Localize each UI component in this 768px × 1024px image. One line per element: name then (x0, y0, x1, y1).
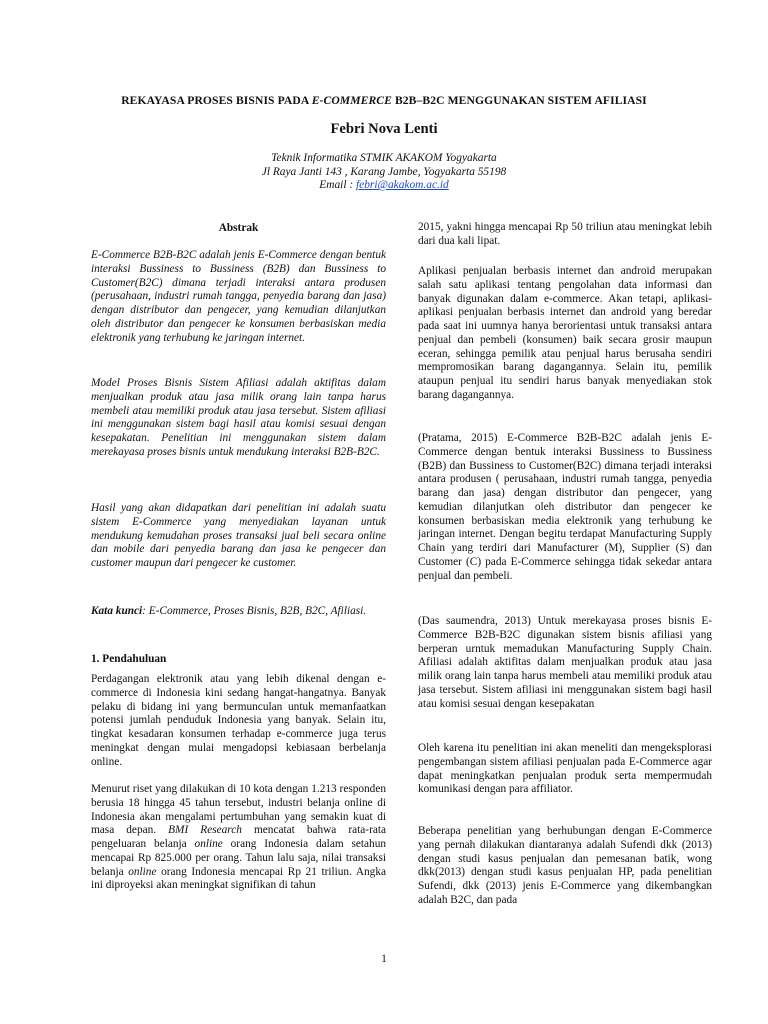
section-heading: 1. Pendahuluan (91, 653, 167, 665)
intro-paragraph-2: Menurut riset yang dilakukan di 10 kota dengan 1.213 responden berusia 18 hingga 45 tahun tersebut, industri belanja online di Indonesia akan mengalami pertumbuhan yang semakin kuat di masa depan. BMI Research mencatat bahwa rata-rata pengeluaran belanja online orang Indonesia dalam setahun mencapai Rp 825.000 per orang. Tahun lalu saja, nilai transaksi belanja online orang Indonesia mencapai Rp 21 triliun. Angka ini diproyeksi akan meningkat signifikan di tahun (91, 783, 386, 892)
abstract-paragraph-1: E-Commerce B2B-B2C adalah jenis E-Commerce dengan bentuk interaksi Bussiness to Bussiness (B2B) dan Bussiness to Customer(B2C) dimana terjadi interaksi antara produsen (perusahaan, industri rumah tangga, penyedia barang dan jasa) dengan distributor dan pengecer, yang kemudian dilanjutkan oleh distributor dan pengecer ke konsumen berbasiskan media elektronik yang terhubung ke jaringan internet. (91, 249, 386, 344)
paper-title: REKAYASA PROSES BISNIS PADA E-COMMERCE B2B–B2C MENGGUNAKAN SISTEM AFILIASI (121, 94, 647, 107)
abstract-paragraph-3: Hasil yang akan didapatkan dari penelitian ini adalah suatu sistem E-Commerce yang menyediakan layanan untuk mendukung kemudahan proses transaksi jual beli secara online dan mobile dari penyedia barang dan jasa ke pengecer dan customer maupun dari pengecer ke customer. (91, 502, 386, 569)
page-number: 1 (381, 953, 387, 965)
email-line: Email : febri@akakom.ac.id (319, 179, 449, 191)
affiliation-institution: Teknik Informatika STMIK AKAKOM Yogyakarta (271, 152, 497, 164)
right-paragraph-3: (Pratama, 2015) E-Commerce B2B-B2C adalah jenis E-Commerce dengan bentuk interaksi Bussiness to Bussiness (B2B) dan Bussiness to Customer(B2C) dimana terjadi interaksi antara produsen ( perusahaan, industri rumah tangga, penyedia barang dan jasa) dengan distributor dan pengecer, yang kemudian dilanjutkan oleh distributor dan pengecer ke konsumen berbasiskan media elektronik yang terhubung ke jaringan internet. Dengan begitu terdapat Manufacturing Supply Chain yang terdiri dari Manufacturer (M), Supplier (S) dan Customer (C) pada E-Commerce sehingga tidak sekedar antara penjual dan pembeli. (418, 432, 712, 582)
keywords: Kata kunci: E-Commerce, Proses Bisnis, B2B, B2C, Afiliasi. (91, 605, 367, 617)
abstract-paragraph-2: Model Proses Bisnis Sistem Afiliasi adalah aktifitas dalam menjualkan produk atau jasa milik orang lain tanpa harus membeli atau memiliki produk atau jasa tersebut. Sistem afiliasi ini menggunakan sistem bagi hasil atau komisi sesuai dengan kesepakatan. Penelitian ini menggunakan sistem dalam merekayasa proses bisnis untuk mendukung interaksi B2B-B2C. (91, 377, 386, 458)
right-paragraph-2: Aplikasi penjualan berbasis internet dan android merupakan salah satu aplikasi tentang pengolahan data informasi dan banyak digunakan dalam e-commerce. Akan tetapi, aplikasi-aplikasi penjualan berbasis internet dan android yang beredar pada saat ini uumnya hanya berorientasi untuk transaksi antara penjual dan pembeli (konsumen) baik secara grosir maupun eceran, sehingga pemilik atau penjual harus berusaha sendiri mempromosikan barang dagangannya. Selain itu, pemilik ataupun penjual itu sendiri harus banyak menyediakan stok barang dagangannya. (418, 265, 712, 401)
author-name: Febri Nova Lenti (330, 121, 438, 137)
intro-paragraph-1: Perdagangan elektronik atau yang lebih dikenal dengan e-commerce di Indonesia kini sedang hangat-hangatnya. Banyak pelaku di bidang ini yang bermunculan untuk memanfaatkan potensi jumlah penduduk Indonesia yang banyak. Selain itu, tingkat kesadaran konsumen terhadap e-commerce juga terus meningkat dengan mulai mengadopsi kebiasaan berbelanja online. (91, 673, 386, 768)
right-paragraph-5: Oleh karena itu penelitian ini akan meneliti dan mengeksplorasi pengembangan sistem afiliasi penjualan pada E-Commerce agar dapat meningkatkan penjualan produk serta mempermudah komunikasi dengan para affiliator. (418, 742, 712, 796)
email-link[interactable]: febri@akakom.ac.id (355, 179, 449, 191)
right-paragraph-6: Beberapa penelitian yang berhubungan dengan E-Commerce yang pernah dilakukan diantaranya adalah Sufendi dkk (2013) dengan studi kasus penjualan dan pemesanan batik, wong dkk(2013) dengan studi kasus penjualan HP, pada penelitian Sufendi, dkk (2013) jenis E-Commerce yang dikembangkan adalah B2C, dan pada (418, 825, 712, 906)
right-paragraph-1: 2015, yakni hingga mencapai Rp 50 triliun atau meningkat lebih dari dua kali lipat. (418, 221, 712, 247)
abstract-heading: Abstrak (218, 222, 259, 234)
right-column (418, 0, 712, 1024)
left-column (91, 0, 386, 1024)
right-paragraph-4: (Das saumendra, 2013) Untuk merekayasa proses bisnis E-Commerce B2B-B2C digunakan sistem bisnis afiliasi yang berperan urntuk memadukan Manufacturing Supply Chain. Afiliasi adalah aktifitas dalam menjualkan produk atau jasa milik orang lain tanpa harus membeli atau memiliki produk atau jasa tersebut. Sistem afiliasi ini menggunakan sistem bagi hasil atau komisi sesuai dengan kesepakatan (418, 615, 712, 710)
affiliation-address: Jl Raya Janti 143 , Karang Jambe, Yogyakarta 55198 (261, 165, 507, 178)
